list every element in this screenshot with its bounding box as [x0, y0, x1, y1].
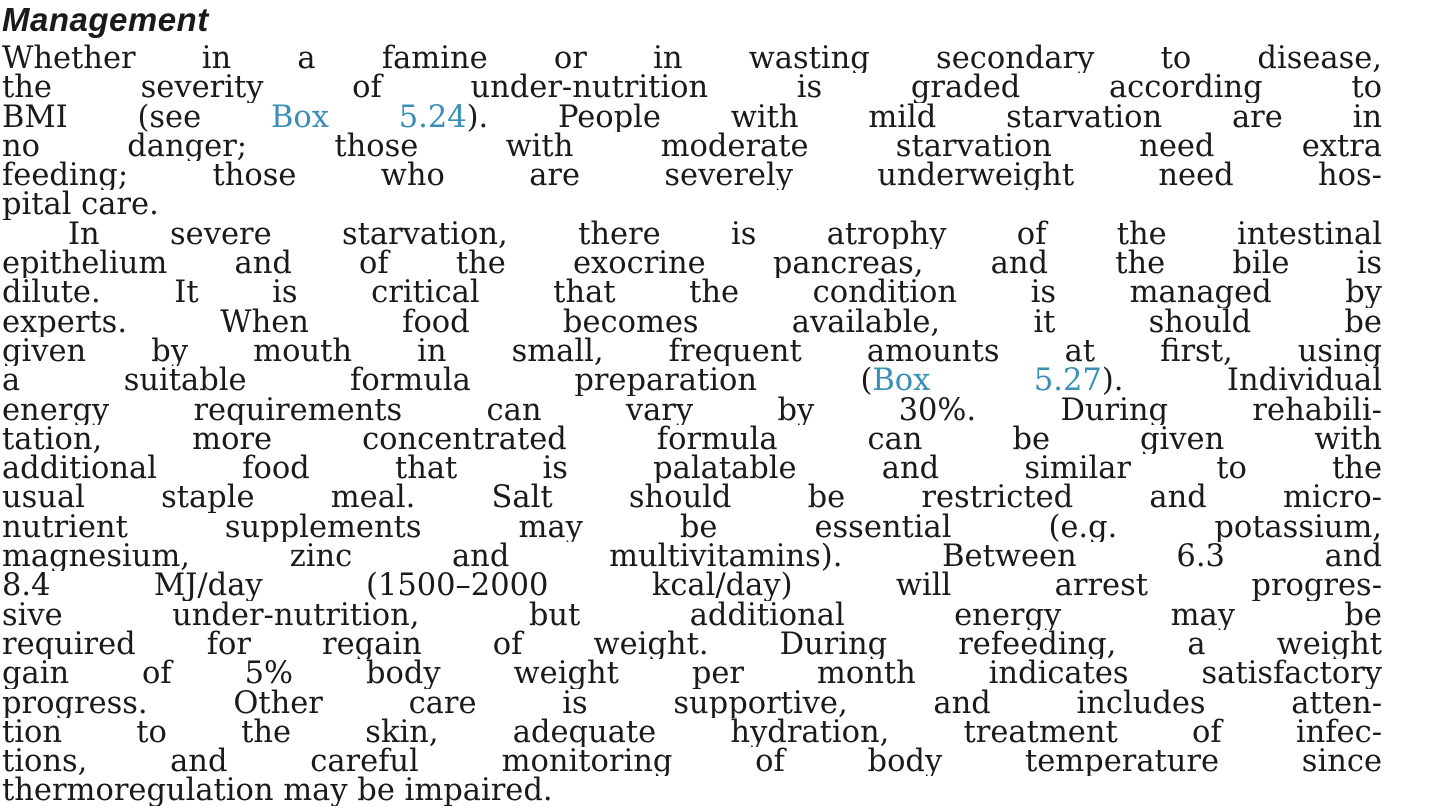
- text-segment: the severity of under-nutrition is graded according to: [2, 73, 1382, 103]
- text-segment: nutrient supplements may be essential (e.g. potassium,: [2, 512, 1382, 543]
- text-line: [2, 366, 1382, 395]
- text-segment: additional food that is palatable and similar to the: [2, 454, 1382, 484]
- text-line: [2, 776, 1382, 805]
- text-segment: In severe starvation, there is atrophy of the intestinal: [68, 219, 1382, 250]
- text-line: [2, 513, 1382, 542]
- text-line: [2, 73, 1382, 102]
- text-segment: gain of 5% body weight per month indicates satisfactory: [2, 659, 1382, 689]
- text-line: [2, 44, 1382, 73]
- text-line: [2, 132, 1382, 161]
- text-line: [2, 483, 1382, 512]
- text-segment: thermoregulation may be impaired.: [2, 776, 553, 806]
- text-segment: sive under-nutrition, but additional energy may be: [2, 600, 1382, 630]
- text-segment: 8.4 MJ/day (1500–2000 kcal/day) will arrest progres-: [2, 571, 1382, 601]
- text-line: [2, 308, 1382, 337]
- paragraph-2: [2, 220, 1382, 806]
- text-segment: ). People with mild starvation are in: [466, 102, 1382, 132]
- paragraph-1: [2, 44, 1382, 220]
- text-segment: usual staple meal. Salt should be restricted and micro-: [2, 483, 1382, 513]
- text-segment: ). Individual: [1101, 366, 1382, 396]
- text-line: [2, 689, 1382, 718]
- text-line: [2, 542, 1382, 571]
- text-segment: required for regain of weight. During refeeding, a weight: [2, 629, 1382, 660]
- text-segment: magnesium, zinc and multivitamins). Between 6.3 and: [2, 542, 1382, 572]
- text-segment: dilute. It is critical that the condition is managed by: [2, 278, 1382, 308]
- box-5-24-link[interactable]: Box 5.24: [270, 102, 467, 132]
- text-line: [2, 278, 1382, 307]
- section-heading: Management: [2, 1, 209, 38]
- text-segment: tion to the skin, adequate hydration, treatment of infec-: [2, 717, 1382, 748]
- text-line: [2, 220, 1382, 249]
- text-segment: given by mouth in small, frequent amounts at first, using: [2, 336, 1382, 367]
- text-segment: tation, more concentrated formula can be given with: [2, 424, 1382, 455]
- text-line: [2, 601, 1382, 630]
- text-segment: a suitable formula preparation (: [2, 366, 873, 396]
- text-segment: no danger; those with moderate starvation need extra: [2, 131, 1382, 162]
- text-segment: progress. Other care is supportive, and includes atten-: [2, 688, 1382, 718]
- text-line: [2, 396, 1382, 425]
- text-line: [2, 630, 1382, 659]
- text-segment: pital care.: [2, 190, 159, 220]
- text-segment: experts. When food becomes available, it should be: [2, 307, 1382, 337]
- text-line: [2, 249, 1382, 278]
- text-line: [2, 103, 1382, 132]
- text-line: [2, 190, 1382, 219]
- text-segment: energy requirements can vary by 30%. During rehabili-: [2, 395, 1382, 425]
- text-line: [2, 454, 1382, 483]
- text-line: [2, 659, 1382, 688]
- text-segment: epithelium and of the exocrine pancreas, and the bile is: [2, 249, 1382, 279]
- text-line: [2, 718, 1382, 747]
- text-line: [2, 425, 1382, 454]
- box-5-27-link[interactable]: Box 5.27: [872, 366, 1102, 396]
- text-line: [2, 161, 1382, 190]
- text-line: [2, 571, 1382, 600]
- text-line: [2, 747, 1382, 776]
- text-segment: feeding; those who are severely underweight need hos-: [2, 161, 1382, 191]
- body-text: [2, 44, 1382, 806]
- text-line: [2, 337, 1382, 366]
- text-segment: BMI (see: [2, 102, 271, 132]
- text-segment: Whether in a famine or in wasting secondary to disease,: [2, 44, 1382, 74]
- text-segment: tions, and careful monitoring of body temperature since: [2, 747, 1382, 777]
